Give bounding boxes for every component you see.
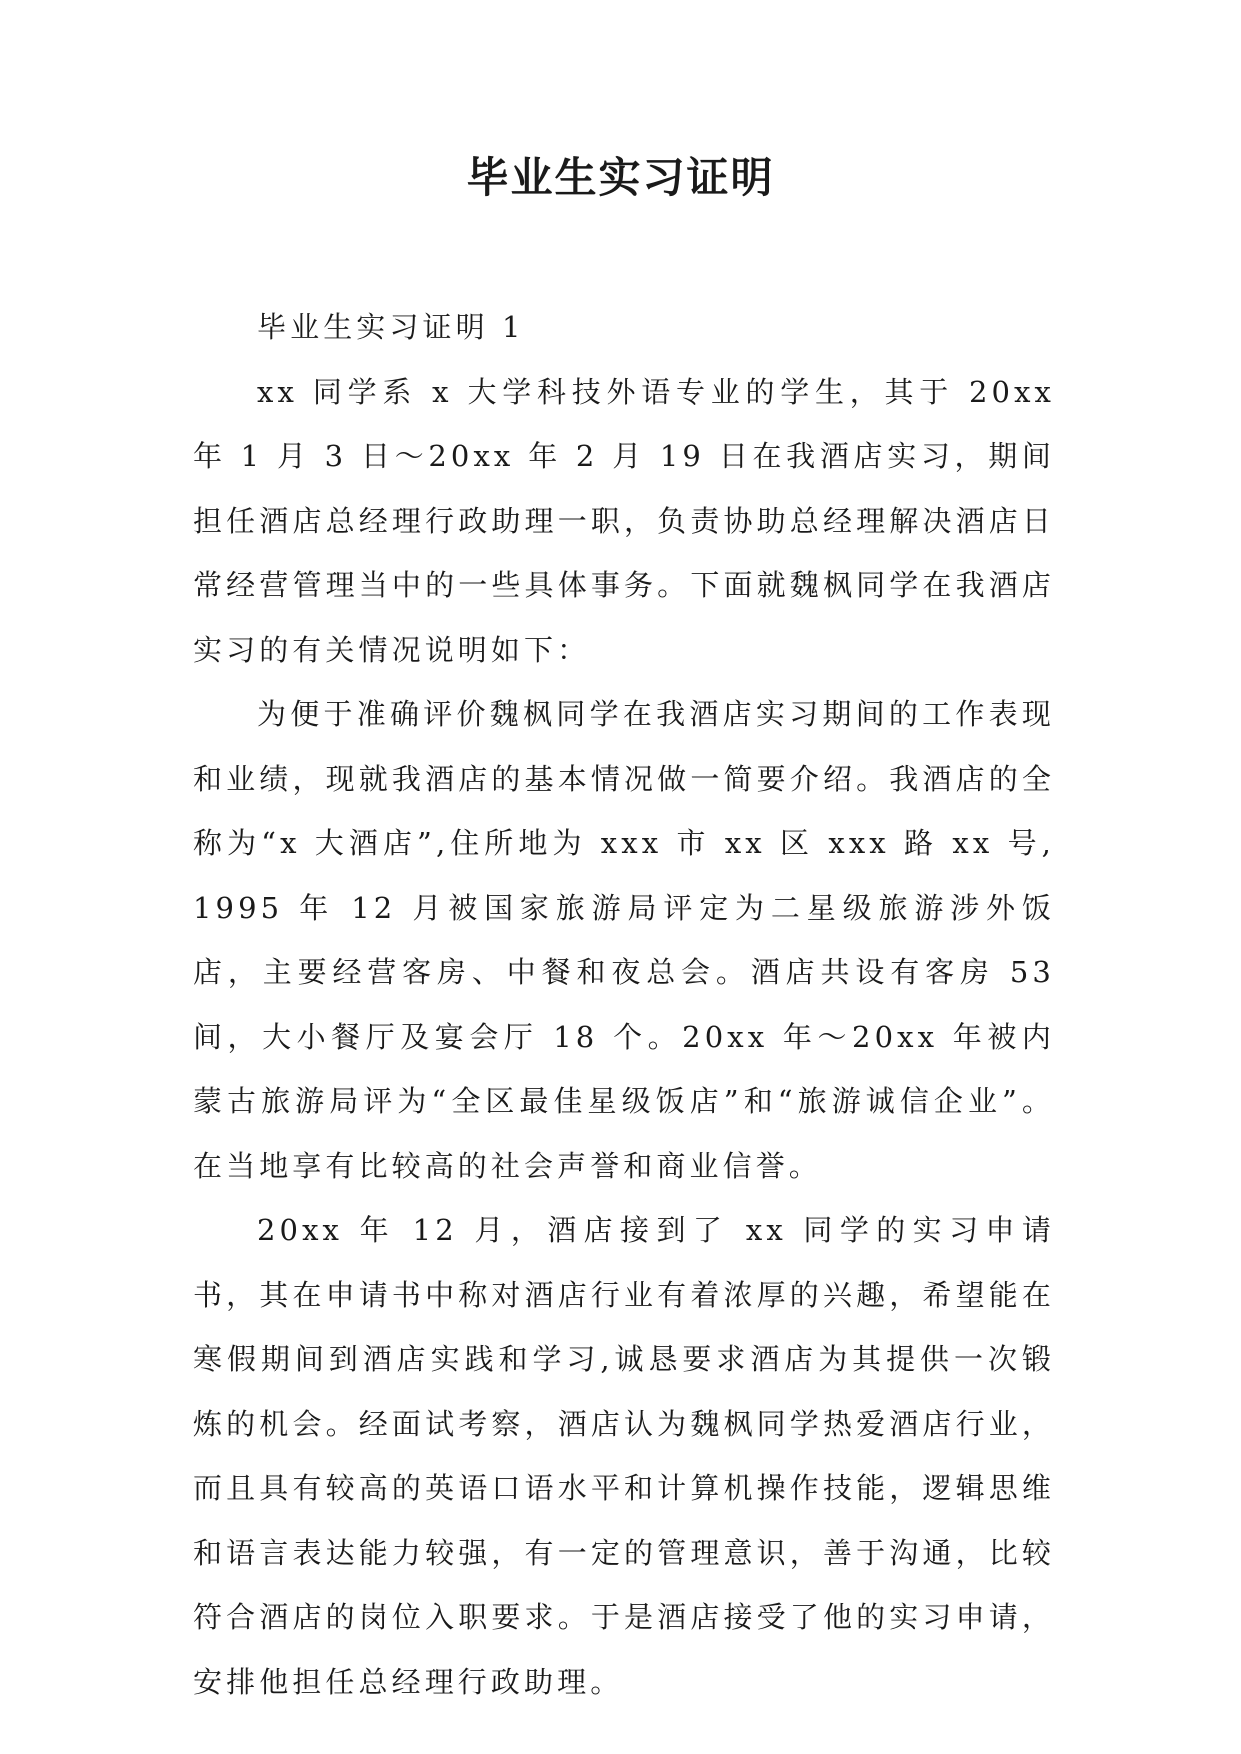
paragraph-application: 20xx 年 12 月，酒店接到了 xx 同学的实习申请书，其在申请书中称对酒店行业有着浓厚的兴趣，希望能在寒假期间到酒店实践和学习,诚恳要求酒店为其提供一次锻炼的机会。经面试考察，酒店认为魏枫同学热爱酒店行业，而且具有较高的英语口语水平和计算机操作技能，逻辑思维和语言表达能力较强，有一定的管理意识，善于沟通，比较符合酒店的岗位入职要求。于是酒店接受了他的实习申请，安排他担任总经理行政助理。 xyxy=(193,1213,1055,1699)
section-heading: 毕业生实习证明 1 xyxy=(257,310,525,344)
paragraph-hotel-info: 为便于准确评价魏枫同学在我酒店实习期间的工作表现和业绩，现就我酒店的基本情况做一简要介绍。我酒店的全称为“x 大酒店”,住所地为 xxx 市 xx 区 xxx 路 xx 号,1995 年 12 月被国家旅游局评定为二星级旅游涉外饭店，主要经营客房、中餐和夜总会。酒店共设有客房 53 间，大小餐厅及宴会厅 18 个。20xx 年～20xx 年被内蒙古旅游局评为“全区最佳星级饭店”和“旅游诚信企业”。在当地享有比较高的社会声誉和商业信誉。 xyxy=(193,697,1055,1183)
paragraph-intro: xx 同学系 x 大学科技外语专业的学生，其于 20xx 年 1 月 3 日～20xx 年 2 月 19 日在我酒店实习，期间担任酒店总经理行政助理一职，负责协助总经理解决酒店日常经营管理当中的一些具体事务。下面就魏枫同学在我酒店实习的有关情况说明如下： xyxy=(193,374,1055,667)
document-body xyxy=(193,295,1055,1714)
document-title: 毕业生实习证明 xyxy=(466,153,775,202)
